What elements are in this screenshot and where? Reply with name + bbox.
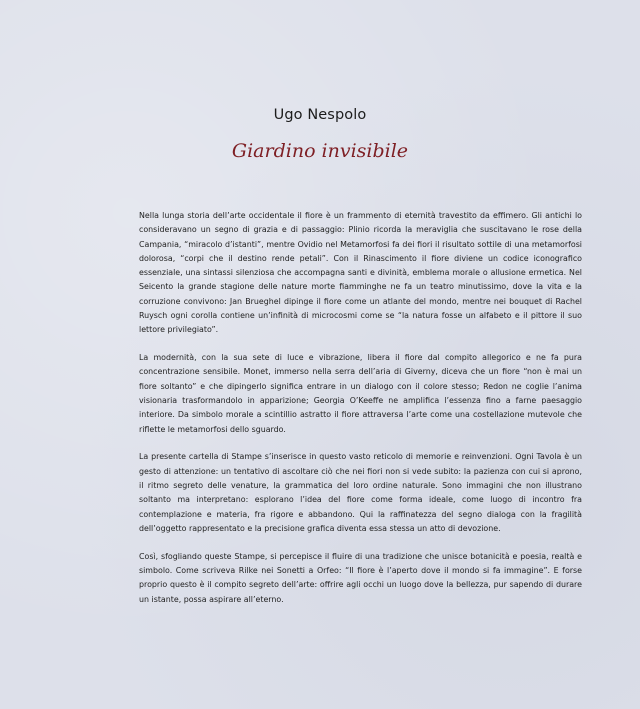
paragraph-3: La presente cartella di Stampe s’inserisce in questo vasto reticolo di memorie e reinvenzioni. Ogni Tavola è un gesto di attenzione: un tentativo di ascoltare ciò che nei fiori non si vede subito: la pazienza con cui si aprono, il ritmo segreto delle venature, la grammatica del loro ordine naturale. Sono immagini che non illustrano soltanto ma interpretano: esplorano l’idea del fiore come forma ideale, come luogo di incontro fra contemplazione e materia, fra rigore e abbandono. Qui la raffinatezza del segno dialoga con la fragilità dell’oggetto rappresentato e la precisione grafica diventa essa stessa un atto di devozione.: [139, 452, 582, 533]
paragraph-2: La modernità, con la sua sete di luce e vibrazione, libera il fiore dal compito allegorico e ne fa pura concentrazione sensibile. Monet, immerso nella serra dell’aria di Giverny, diceva che un fiore “non è mai un fiore soltanto” e che dipingerlo significa entrare in un dialogo con il colore stesso; Redon ne coglie l’anima visionaria trasformandolo in apparizione; Georgia O’Keeffe ne amplifica l’essenza fino a farne paesaggio interiore. Da simbolo morale a scintillio astratto il fiore attraversa l’arte come una costellazione mutevole che riflette le metamorfosi dello sguardo.: [139, 353, 582, 434]
author-name: Ugo Nespolo: [273, 107, 367, 123]
page-title: Giardino invisibile: [231, 140, 409, 162]
paragraph-4: Così, sfogliando queste Stampe, si percepisce il fluire di una tradizione che unisce botanicità e poesia, realtà e simbolo. Come scriveva Rilke nei Sonetti a Orfeo: “Il fiore è l’aperto dove il mondo si fa immagine”. E forse proprio questo è il compito segreto dell’arte: offrire agli occhi un luogo dove la bellezza, pur sapendo di durare un istante, possa aspirare all’eterno.: [139, 551, 582, 604]
paragraph-1: Nella lunga storia dell’arte occidentale il fiore è un frammento di eternità travestito da effimero. Gli antichi lo consideravano un segno di grazia e di passaggio: Plinio ricorda la meraviglia che suscitavano le rose della Campania, “miracolo d’istanti”, mentre Ovidio nel Metamorfosi fa dei fiori il risultato sottile di una metamorfosi dolorosa, “corpi che il destino rende petali”. Con il Rinascimento il fiore diviene un codice iconografico essenziale, una sintassi silenziosa che accompagna santi e divinità, emblema morale o allusione ermetica. Nel Seicento la grande stagione delle nature morte fiamminghe ne fa un teatro minutissimo, dove la vita e la corruzione convivono: Jan Brueghel dipinge il fiore come un atlante del mondo, mentre nei bouquet di Rachel Ruysch ogni corolla contiene un’infinità di microcosmi come se “la natura fosse un alfabeto e il pittore il suo lettore privilegiato”.: [139, 211, 582, 335]
body-text: [139, 209, 582, 620]
